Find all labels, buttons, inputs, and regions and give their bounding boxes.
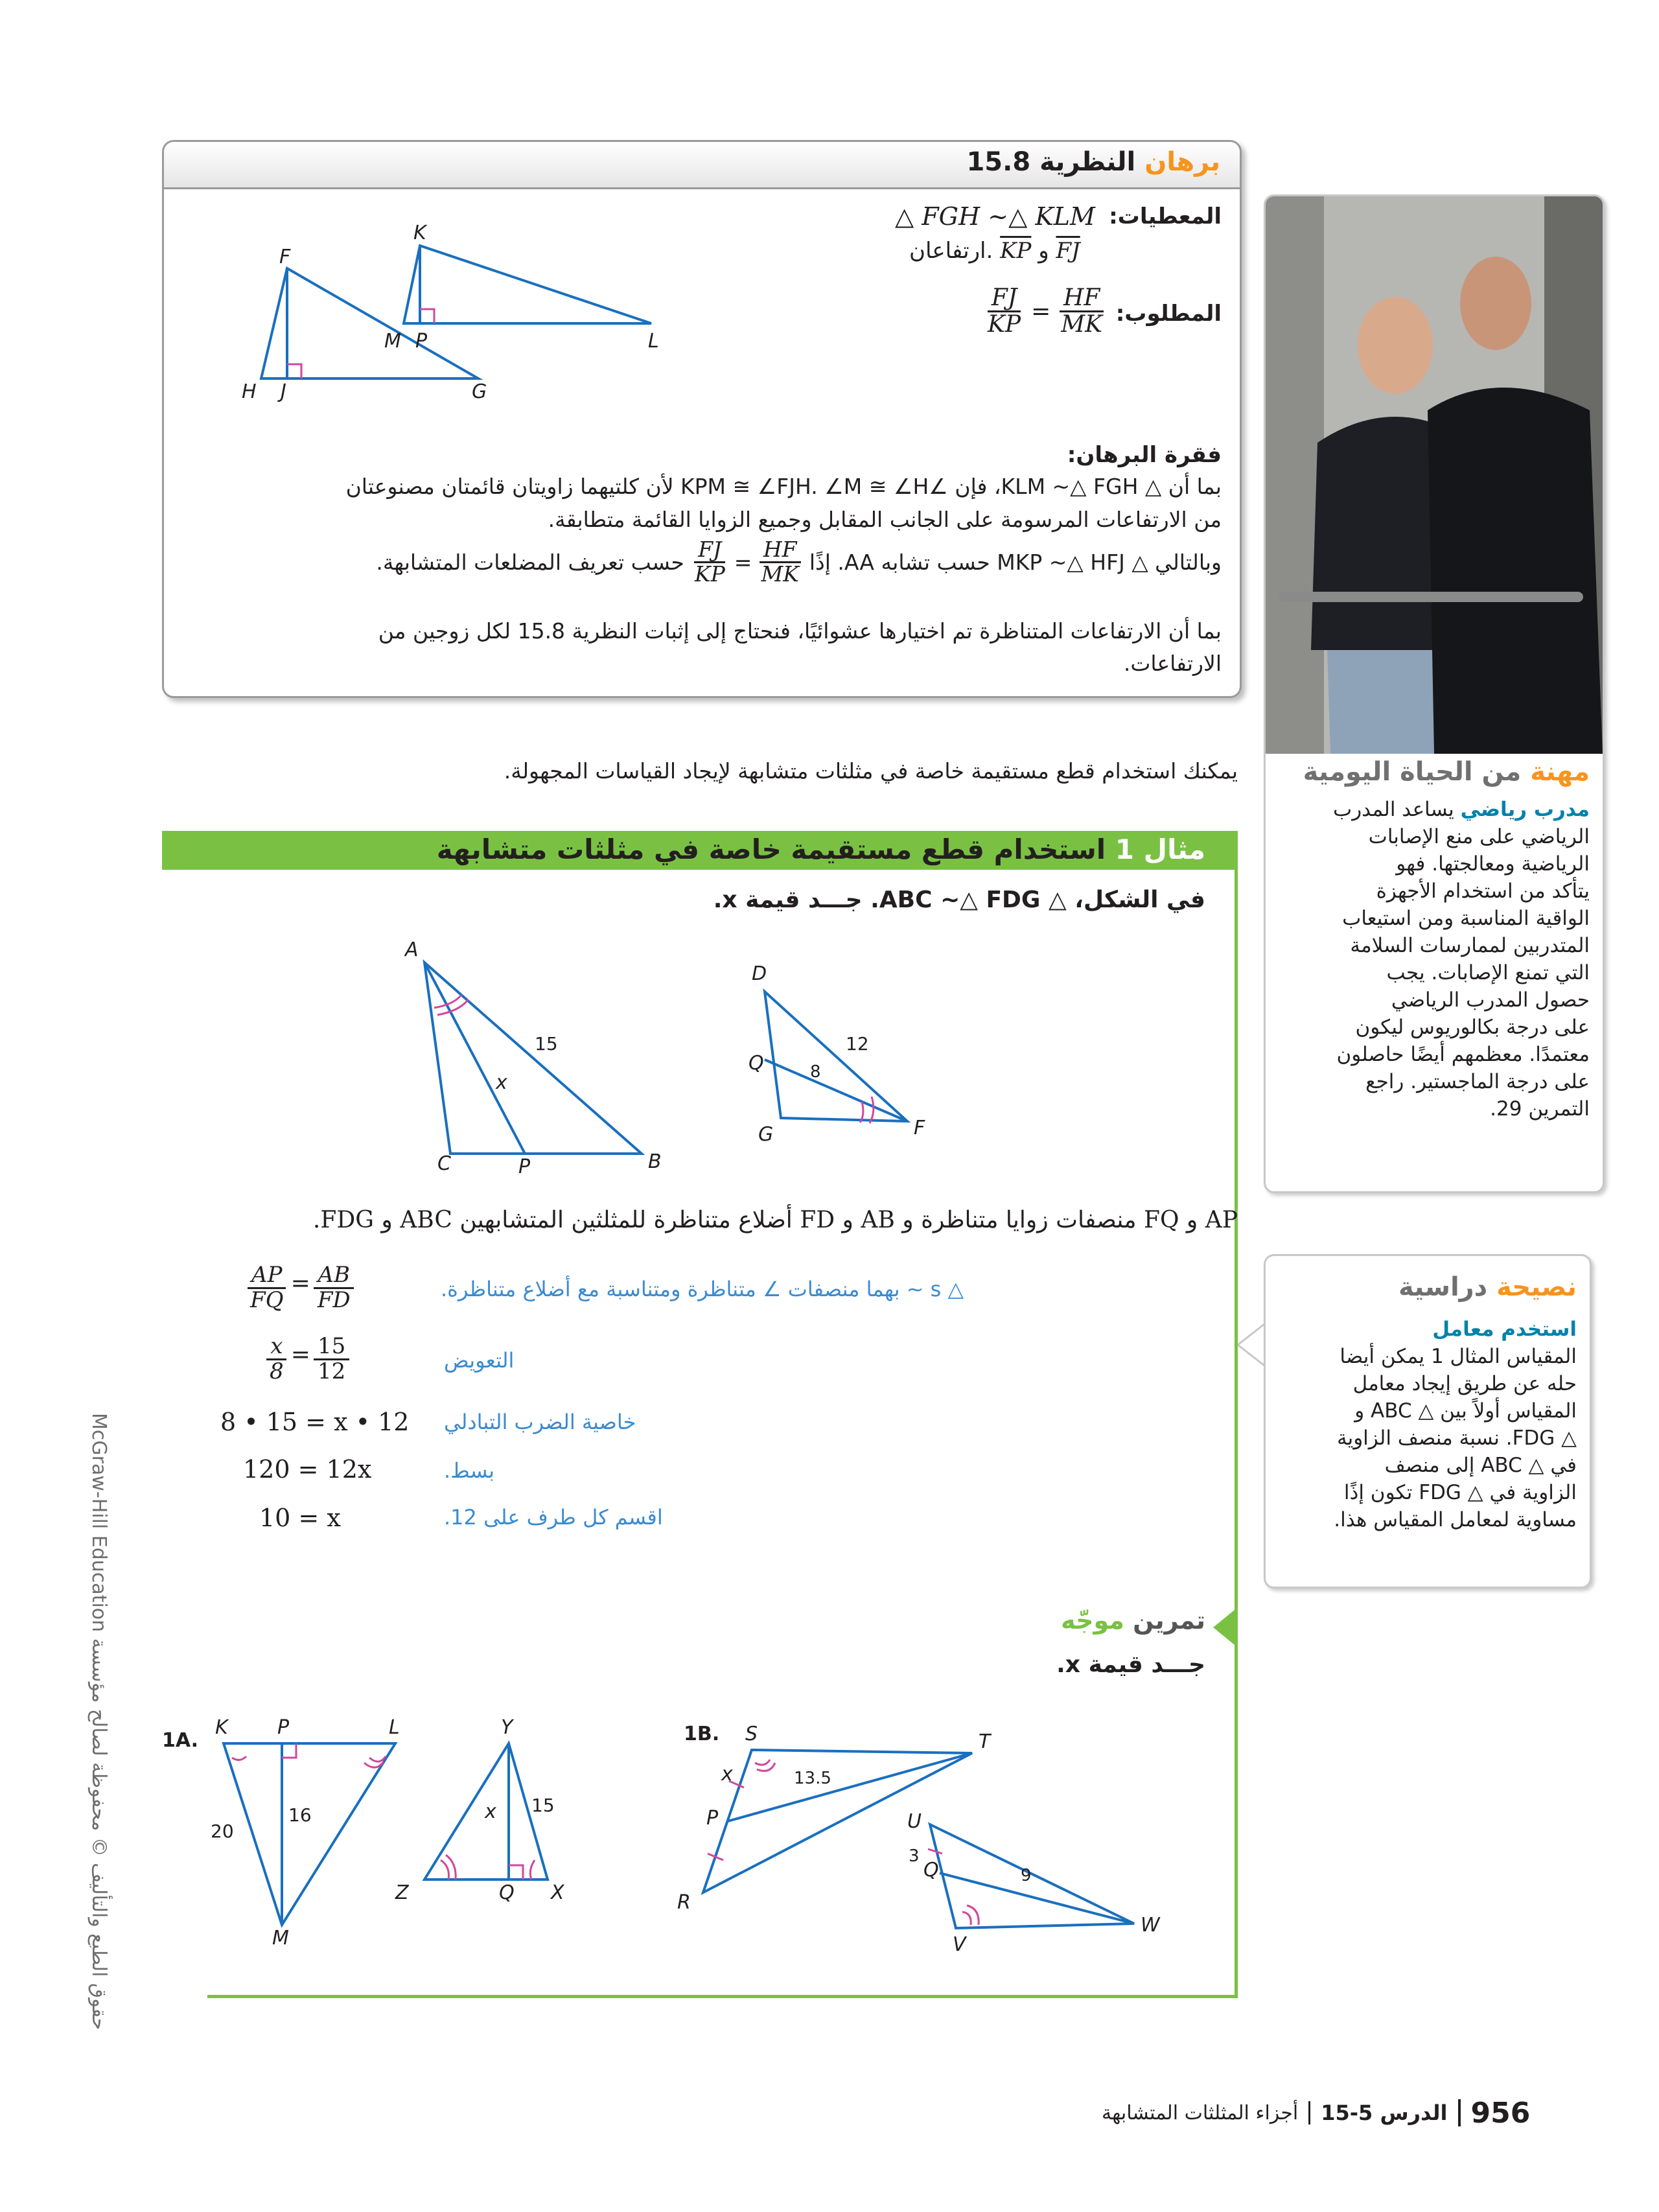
proof-box: [162, 140, 1242, 698]
tip-title-b: دراسية: [1398, 1272, 1488, 1302]
bisector-ap: [424, 962, 525, 1154]
angle-mark-z1: [441, 1860, 449, 1880]
career-line: يتأكد من استخدام الأجهزة: [1376, 879, 1590, 903]
step-1-expr: $\frac{AP}{FQ}$ = $\frac{AB}{FD}$: [246, 1264, 354, 1312]
label-b: B: [648, 1150, 662, 1173]
page-footer: [1102, 2093, 1568, 2132]
career-line: معتمدًا. معظمهم أيضًا حاصلون: [1336, 1043, 1590, 1066]
tip-line: مساوية لمعامل المقياس هذا.: [1334, 1508, 1577, 1531]
label-x: x: [721, 1763, 733, 1786]
study-tip-box: [1264, 1254, 1592, 1589]
example-label: مثال 1: [1115, 833, 1205, 865]
footer-divider-2: [1308, 2101, 1310, 2125]
label-p: P: [277, 1716, 290, 1739]
label-16: 16: [288, 1804, 312, 1826]
exercise-1a-id: 1A.: [162, 1729, 199, 1752]
tip-line: المقياس أولاً بين △ ABC و: [1354, 1399, 1577, 1423]
career-line: التي تمنع الإصابات. يجب: [1386, 961, 1590, 984]
label-x: x: [496, 1071, 507, 1094]
bisector-fq: [765, 1060, 907, 1121]
example-banner: [162, 831, 1238, 870]
label-c: C: [437, 1152, 451, 1175]
label-t: T: [979, 1730, 991, 1753]
step-2-reason: التعويض: [444, 1348, 515, 1373]
career-line: على درجة الماجستير. راجع: [1365, 1070, 1590, 1093]
label-20: 20: [211, 1821, 234, 1842]
career-line: يساعد المدرب: [1333, 798, 1454, 821]
para-frac-num1: HF: [760, 539, 801, 563]
para-frac-num2: FJ: [694, 539, 725, 563]
label-8: 8: [810, 1062, 821, 1082]
triangle-klm: [404, 246, 651, 323]
given-altitudes: [909, 238, 1080, 264]
angle-mark-s1: [755, 1760, 770, 1765]
paragraph-line2: من الارتفاعات المرسومة على الجانب المقابل وجميع الزوايا القائمة متطابقة.: [548, 507, 1222, 532]
label-15: 15: [531, 1795, 555, 1816]
label-p: P: [415, 330, 428, 353]
example-figure: [389, 933, 972, 1180]
career-line: الرياضية ومعالجتها. فهو: [1396, 852, 1590, 876]
given-seg-kp: $\overline{KP}$: [1000, 238, 1032, 264]
footer-lesson: الدرس 5-15: [1321, 2101, 1448, 2125]
label-f: F: [279, 246, 291, 268]
guided-tab: [1213, 1607, 1238, 1647]
career-line: التمرين 29.: [1490, 1097, 1590, 1121]
tip-line: △ FDG. نسبة منصف الزاوية: [1336, 1426, 1577, 1450]
label-k: K: [413, 222, 426, 244]
given-label: المعطيات:: [1109, 204, 1222, 229]
para-eq: =: [734, 549, 752, 575]
guided-label-a: تمرين: [1133, 1606, 1205, 1635]
example-prompt: في الشكل، △ ABC ~△ FDG. جـــد قيمة x.: [713, 887, 1205, 913]
career-line: على درجة بكالوريوس ليكون: [1355, 1016, 1590, 1039]
step-1-reason: △ s ~ بهما منصفات ∠ متناظرة ومتناسبة مع أضلاع متناظرة.: [441, 1277, 964, 1301]
label-g: G: [472, 380, 487, 403]
paragraph-line3: [376, 539, 1222, 585]
footer-title: أجزاء المثلثات المتشابهة: [1102, 2101, 1299, 2125]
label-p: P: [706, 1807, 719, 1830]
paragraph-line4: بما أن الارتفاعات المتناظرة تم اختيارها عشوائيًا، فنحتاج إلى إثبات النظرية 15.8 لكل زوجين من: [378, 618, 1222, 644]
label-3: 3: [909, 1846, 920, 1866]
right-angle-p: [420, 309, 434, 323]
proof-figure: [196, 204, 818, 404]
step-4-reason: بسط.: [444, 1458, 494, 1483]
career-line: المتدربين لممارسات السلامة: [1350, 934, 1590, 957]
label-z: Z: [395, 1881, 409, 1904]
proof-header: [164, 142, 1240, 189]
career-line: حصول المدرب الرياضي: [1391, 988, 1590, 1012]
step-3-expr: 8 • 15 = x • 12: [220, 1408, 410, 1436]
para-frac-den2: KP: [694, 561, 725, 587]
right-angle-q: [509, 1865, 523, 1880]
given-line2-text: ارتفاعان.: [909, 238, 993, 264]
prove-num2: FJ: [988, 286, 1021, 312]
triangle-klm: [224, 1743, 395, 1925]
triangle-uwv: [930, 1824, 1134, 1928]
example-statement: AP و FQ منصفات زوايا متناظرة و AB و FD أضلاع متناظرة للمثلثين المتشابهين ABC و FDG.: [312, 1207, 1238, 1233]
prove-den1: MK: [1061, 310, 1103, 338]
label-h: H: [242, 380, 257, 403]
label-l: L: [389, 1716, 400, 1739]
label-j: J: [281, 380, 286, 403]
intro-text: يمكنك استخدام قطع مستقيمة خاصة في مثلثات متشابهة لإيجاد القياسات المجهولة.: [504, 758, 1238, 784]
angle-mark-k: [232, 1756, 246, 1760]
label-s: S: [745, 1723, 758, 1745]
paragraph-line1: بما أن △ KLM ~△ FGH، فإن ∠KPM ≅ ∠FJH. ∠M ≅ ∠H لأن كلتيهما زاويتان قائمتان مصنوعتان: [345, 474, 1222, 499]
label-w: W: [1141, 1914, 1160, 1937]
proof-title: [966, 147, 1220, 177]
trainer-photo: [1266, 196, 1603, 754]
career-line: الرياضي على منع الإصابات: [1368, 825, 1590, 848]
guided-prompt: جـــد قيمة x.: [1056, 1651, 1205, 1678]
proof-theorem: النظرية 15.8: [966, 147, 1136, 177]
guided-label-b: موجّه: [1061, 1606, 1124, 1635]
example-bottom-rule: [207, 1995, 1238, 1998]
exercise-1a-figure: [156, 1711, 609, 1957]
label-15: 15: [535, 1033, 558, 1054]
label-m: M: [272, 1927, 289, 1950]
para-frac-den1: MK: [761, 561, 799, 587]
label-r: R: [677, 1891, 691, 1914]
angle-mark-x: [530, 1860, 535, 1880]
label-x: x: [485, 1800, 496, 1823]
label-p: P: [518, 1156, 531, 1178]
step-5-reason: اقسم كل طرف على 12.: [444, 1505, 663, 1530]
right-angle-j: [287, 364, 301, 378]
paragraph-line3b: حسب تعريف المضلعات المتشابهة.: [376, 549, 684, 575]
example-edge: [1235, 831, 1238, 1997]
prove-den2: KP: [988, 310, 1021, 338]
example-title: [437, 833, 1205, 865]
label-13-5: 13.5: [794, 1769, 831, 1788]
given-expr: △ FGH ~△ KLM: [895, 202, 1095, 231]
tip-line: حله عن طريق إيجاد معامل: [1352, 1372, 1577, 1395]
label-v: V: [953, 1933, 966, 1956]
paragraph-line3a: وبالتالي △ MKP ~△ HFJ حسب تشابه AA. إذًا: [809, 549, 1222, 575]
angle-mark-v1: [962, 1912, 971, 1925]
label-f: F: [914, 1117, 925, 1139]
exercise-1b-figure: [674, 1711, 1179, 1957]
label-q: Q: [923, 1859, 939, 1881]
prove-num1: HF: [1060, 286, 1104, 312]
step-5-expr: 10 = x: [259, 1504, 341, 1532]
label-q: Q: [748, 1052, 764, 1075]
label-9: 9: [1021, 1866, 1032, 1885]
prove-expr: [984, 286, 1106, 337]
step-3-reason: خاصية الضرب التبادلي: [444, 1410, 636, 1434]
proof-label: برهان: [1144, 147, 1220, 177]
label-m: M: [384, 330, 401, 353]
label-x-vertex: X: [551, 1881, 564, 1904]
tip-line: في △ ABC إلى منصف: [1384, 1454, 1577, 1477]
tip-subtitle: استخدم معامل: [1432, 1318, 1577, 1341]
step-4-expr: 120 = 12x: [243, 1455, 372, 1484]
page-number: 956: [1470, 2096, 1531, 2130]
given-and: و: [1038, 238, 1049, 264]
tip-body: [1279, 1316, 1577, 1533]
paragraph-line5: الارتفاعات.: [1123, 651, 1222, 676]
label-a: A: [405, 938, 419, 961]
label-d: D: [752, 962, 767, 985]
label-q: Q: [499, 1881, 515, 1904]
prove-eq: =: [1031, 297, 1051, 325]
copyright-text: حقوق الطبع والتأليف © محفوظة لصالح مؤسسة McGraw-Hill Education: [87, 1413, 110, 2031]
label-k: K: [215, 1716, 228, 1739]
step-2-expr: $\frac{x}{8}$ = $\frac{15}{12}$: [266, 1335, 349, 1383]
prove-label: المطلوب:: [1115, 301, 1222, 327]
tip-line: المقياس المثال 1 يمكن أيضا: [1340, 1345, 1577, 1368]
career-title-a: مهنة: [1530, 757, 1590, 787]
career-sidebar: [1264, 194, 1605, 1193]
career-title: [1303, 757, 1590, 787]
triangle-dfg: [765, 992, 907, 1121]
right-angle-p: [282, 1743, 296, 1758]
given-seg-fj: $\overline{FJ}$: [1056, 238, 1080, 264]
tip-title-a: نصيحة: [1496, 1272, 1577, 1302]
career-line: الواقية المناسبة ومن استيعاب: [1342, 907, 1590, 930]
footer-divider: [1458, 2099, 1461, 2126]
triangle-abc: [424, 962, 642, 1154]
tip-line: الزاوية في △ FDG تكون إذًا: [1343, 1481, 1577, 1504]
label-l: L: [648, 330, 659, 353]
label-u: U: [907, 1810, 922, 1833]
career-job: مدرب رياضي: [1460, 798, 1590, 821]
paragraph-label: فقرة البرهان:: [1067, 442, 1222, 468]
career-title-b: من الحياة اليومية: [1303, 757, 1522, 787]
exercise-1b-id: 1B.: [684, 1723, 720, 1745]
label-12: 12: [846, 1033, 869, 1054]
guided-label: [1061, 1606, 1205, 1635]
label-y: Y: [501, 1716, 513, 1739]
example-title-text: استخدام قطع مستقيمة خاصة في مثلثات متشابهة: [436, 833, 1106, 865]
label-g: G: [758, 1123, 774, 1146]
career-body: [1279, 796, 1590, 1123]
tip-title: [1398, 1272, 1577, 1302]
tip-pointer: [1238, 1322, 1267, 1368]
photo-illustration: [1266, 196, 1603, 754]
